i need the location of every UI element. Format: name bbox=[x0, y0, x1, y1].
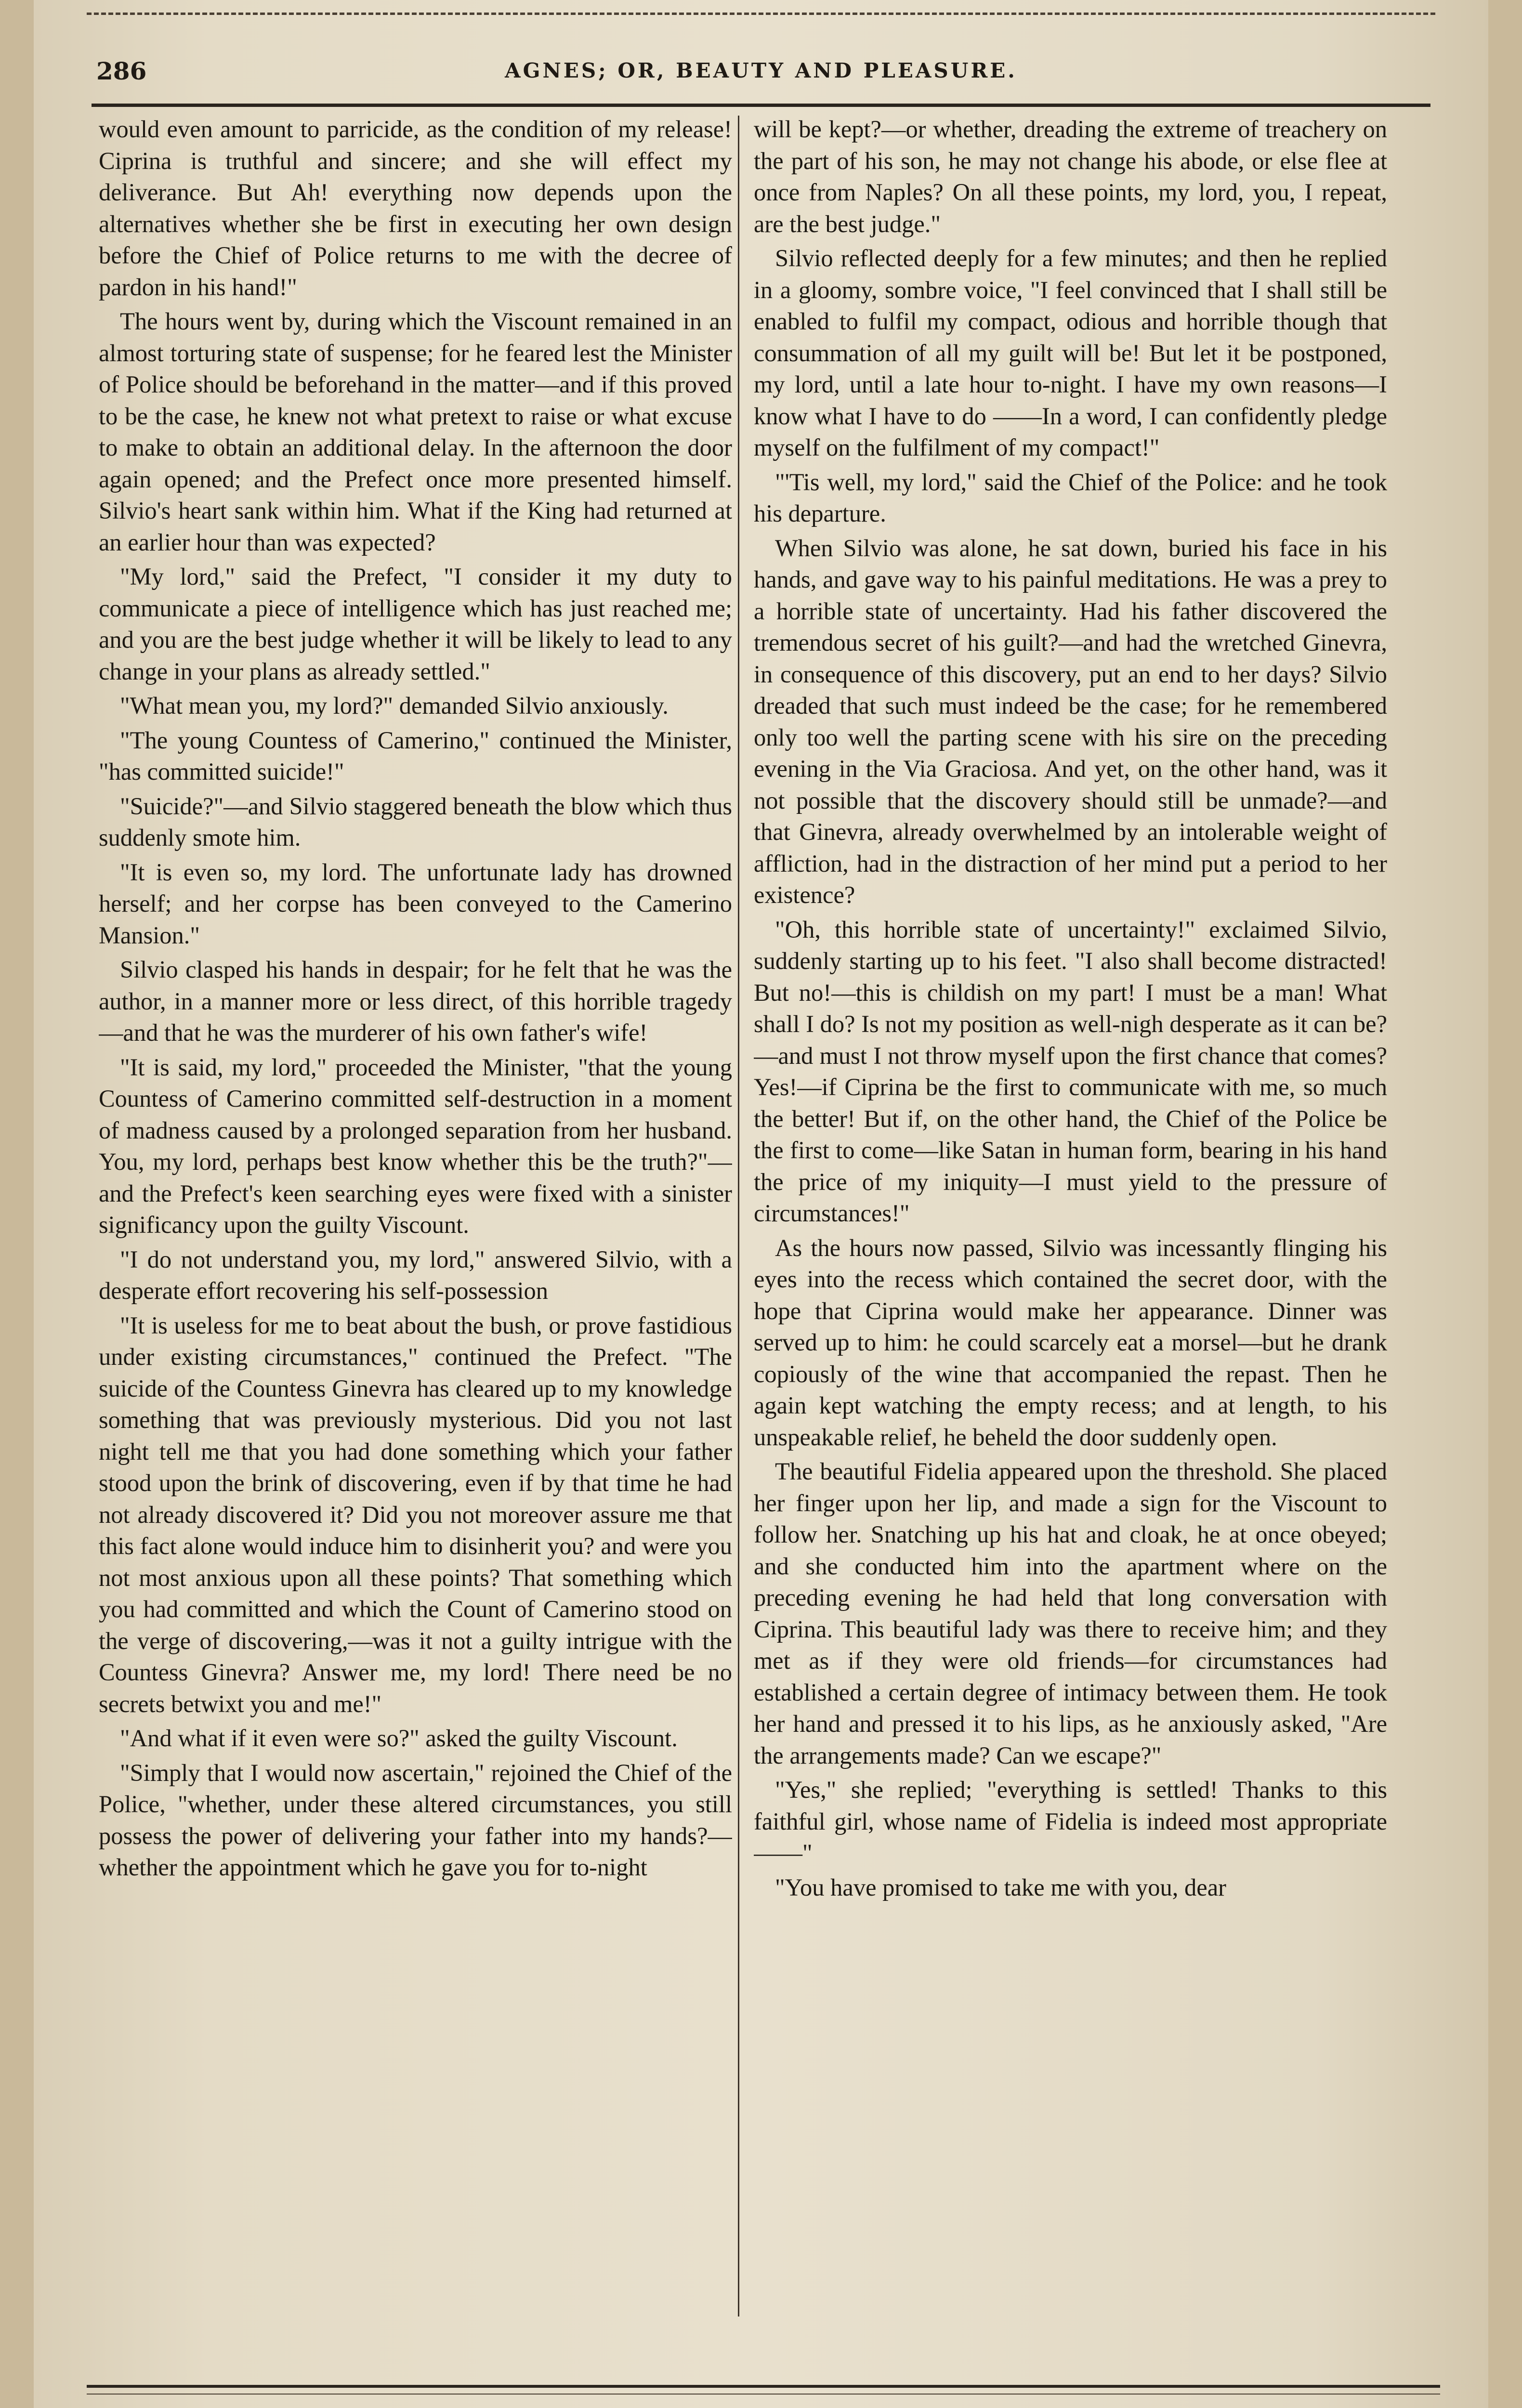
running-title: AGNES; OR, BEAUTY AND PLEASURE. bbox=[505, 59, 1017, 82]
paragraph: "Suicide?"—and Silvio staggered beneath the blow which thus suddenly smote him. bbox=[99, 792, 732, 851]
paragraph: "Oh, this horrible state of uncertainty!" exclaimed Silvio, suddenly starting up to his feet. "I also shall become distracted! But no!—this is childish on my part! I must be a man! What shall I do? Is not my position as well-nigh desperate as it can be?—and must I not throw myself upon the first chance that comes? Yes!—if Ciprina be the first to communicate with me, so much the better! But if, on the other hand, the Chief of the Police be the first to come—like Satan in human form, bearing in his hand the price of my iniquity—I must yield to the pressure of circumstances!" bbox=[754, 916, 1387, 1227]
paragraph: Silvio clasped his hands in despair; for he felt that he was the author, in a manner more or less direct, of this horrible tragedy—and that he was the murderer of his own father's wife! bbox=[99, 956, 732, 1046]
column-divider bbox=[738, 116, 739, 2316]
right-column bbox=[754, 114, 1387, 2319]
paragraph: When Silvio was alone, he sat down, buried his face in his hands, and gave way to his painful meditations. He was a prey to a horrible state of uncertainty. Had his father discovered the tremendous secret of his guilt?—and had the wretched Ginevra, in consequence of this discovery, put an end to her days? Silvio dreaded that such must indeed be the case; for he remembered only too well the parting scene with his sire on the preceding evening in the Via Graciosa. And yet, on the other hand, was it not possible that the discovery should still be unmade?—and that Ginevra, already overwhelmed by an intolerable weight of affliction, had in the distraction of her mind put a period to her existence? bbox=[754, 534, 1387, 908]
paragraph: will be kept?—or whether, dreading the extreme of treachery on the part of his son, he may not change his abode, or else flee at once from Naples? On all these points, my lord, you, I repeat, are the best judge." bbox=[754, 116, 1387, 237]
paragraph: "It is useless for me to beat about the bush, or prove fastidious under existing circumstances," continued the Prefect. "The suicide of the Countess Ginevra has cleared up to my knowledge something that was previously mysterious. Did you not last night tell me that you had done something which your father stood upon the brink of discovering, even if by that time he had not already discovered it? Did you not moreover assure me that this fact alone would induce him to disinherit you? and were you not most anxious upon all these points? That something which you had committed and which the Count of Camerino stood on the verge of discovering,—was it not a guilty intrigue with the Countess Ginevra? Answer me, my lord! There need be no secrets betwixt you and me!" bbox=[99, 1311, 732, 1717]
paragraph: "Yes," she replied; "everything is settled! Thanks to this faithful girl, whose name of Fidelia is indeed most appropriate——" bbox=[754, 1776, 1387, 1866]
paragraph: "The young Countess of Camerino," continued the Minister, "has committed suicide!" bbox=[99, 726, 732, 785]
page-header bbox=[96, 57, 1426, 100]
paragraph: "It is even so, my lord. The unfortunate lady has drowned herself; and her corpse has been conveyed to the Camerino Mansion." bbox=[99, 858, 732, 949]
paragraph: The hours went by, during which the Viscount remained in an almost torturing state of suspense; for he feared lest the Minister of Police should be beforehand in the matter—and if this proved to be the case, he knew not what pretext to raise or what excuse to make to obtain an additional delay. In the afternoon the door again opened; and the Prefect once more presented himself. Silvio's heart sank within him. What if the King had returned at an earlier hour than was expected? bbox=[99, 308, 732, 556]
header-rule bbox=[92, 104, 1430, 107]
paragraph: would even amount to parricide, as the condition of my release! Ciprina is truthful and sincere; and she will effect my deliverance. But Ah! everything now depends upon the alternatives whether she be first in executing her own design before the Chief of Police returns to me with the decree of pardon in his hand!" bbox=[99, 116, 732, 301]
paragraph: As the hours now passed, Silvio was incessantly flinging his eyes into the recess which contained the secret door, with the hope that Ciprina would make her appearance. Dinner was served up to him: he could scarcely eat a morsel—but he drank copiously of the wine that accompanied the repast. Then he again kept watching the empty recess; and at length, to his unspeakable relief, he beheld the door suddenly open. bbox=[754, 1234, 1387, 1451]
paragraph: "You have promised to take me with you, dear bbox=[775, 1873, 1226, 1901]
paragraph: "I do not understand you, my lord," answered Silvio, with a desperate effort recovering his self-possession bbox=[99, 1245, 732, 1304]
paragraph: "'Tis well, my lord," said the Chief of the Police: and he took his departure. bbox=[754, 468, 1387, 527]
top-dashed-rule bbox=[87, 13, 1435, 15]
bottom-thin-rule bbox=[87, 2394, 1440, 2395]
paragraph: "My lord," said the Prefect, "I consider it my duty to communicate a piece of intelligence which has just reached me; and you are the best judge whether it will be likely to lead to any change in your plans as already settled." bbox=[99, 563, 732, 685]
paragraph: "Simply that I would now ascertain," rejoined the Chief of the Police, "whether, under these altered circumstances, you still possess the power of delivering your father into my hands?—whether the appointment which he gave you for to-night bbox=[99, 1759, 732, 1881]
paragraph: Silvio reflected deeply for a few minutes; and then he replied in a gloomy, sombre voice, "I feel convinced that I shall still be enabled to fulfil my compact, odious and horrible though that consummation of all my guilt will be! But let it be postponed, my lord, until a late hour to-night. I have my own reasons—I know what I have to do ——In a word, I can confidently pledge myself on the fulfilment of my compact!" bbox=[754, 245, 1387, 461]
paragraph: "And what if it even were so?" asked the guilty Viscount. bbox=[120, 1725, 678, 1752]
left-column bbox=[99, 114, 732, 2319]
magazine-page bbox=[34, 0, 1488, 2408]
bottom-rule bbox=[87, 2385, 1440, 2388]
paragraph: "It is said, my lord," proceeded the Minister, "that the young Countess of Camerino committed self-destruction in a moment of madness caused by a prolonged separation from her husband. You, my lord, perhaps best know whether this be the truth?"—and the Prefect's keen searching eyes were fixed with a sinister significancy upon the guilty Viscount. bbox=[99, 1053, 732, 1238]
page-number: 286 bbox=[96, 57, 147, 85]
paragraph: The beautiful Fidelia appeared upon the threshold. She placed her finger upon her lip, and made a sign for the Viscount to follow her. Snatching up his hat and cloak, he at once obeyed; and she conducted him into the apartment where on the preceding evening he had held that long conversation with Ciprina. This beautiful lady was there to receive him; and they met as if they were old friends—for circumstances had established a certain degree of intimacy between them. He took her hand and pressed it to his lips, as he anxiously asked, "Are the arrangements made? Can we escape?" bbox=[754, 1458, 1387, 1769]
paragraph: "What mean you, my lord?" demanded Silvio anxiously. bbox=[120, 692, 669, 719]
